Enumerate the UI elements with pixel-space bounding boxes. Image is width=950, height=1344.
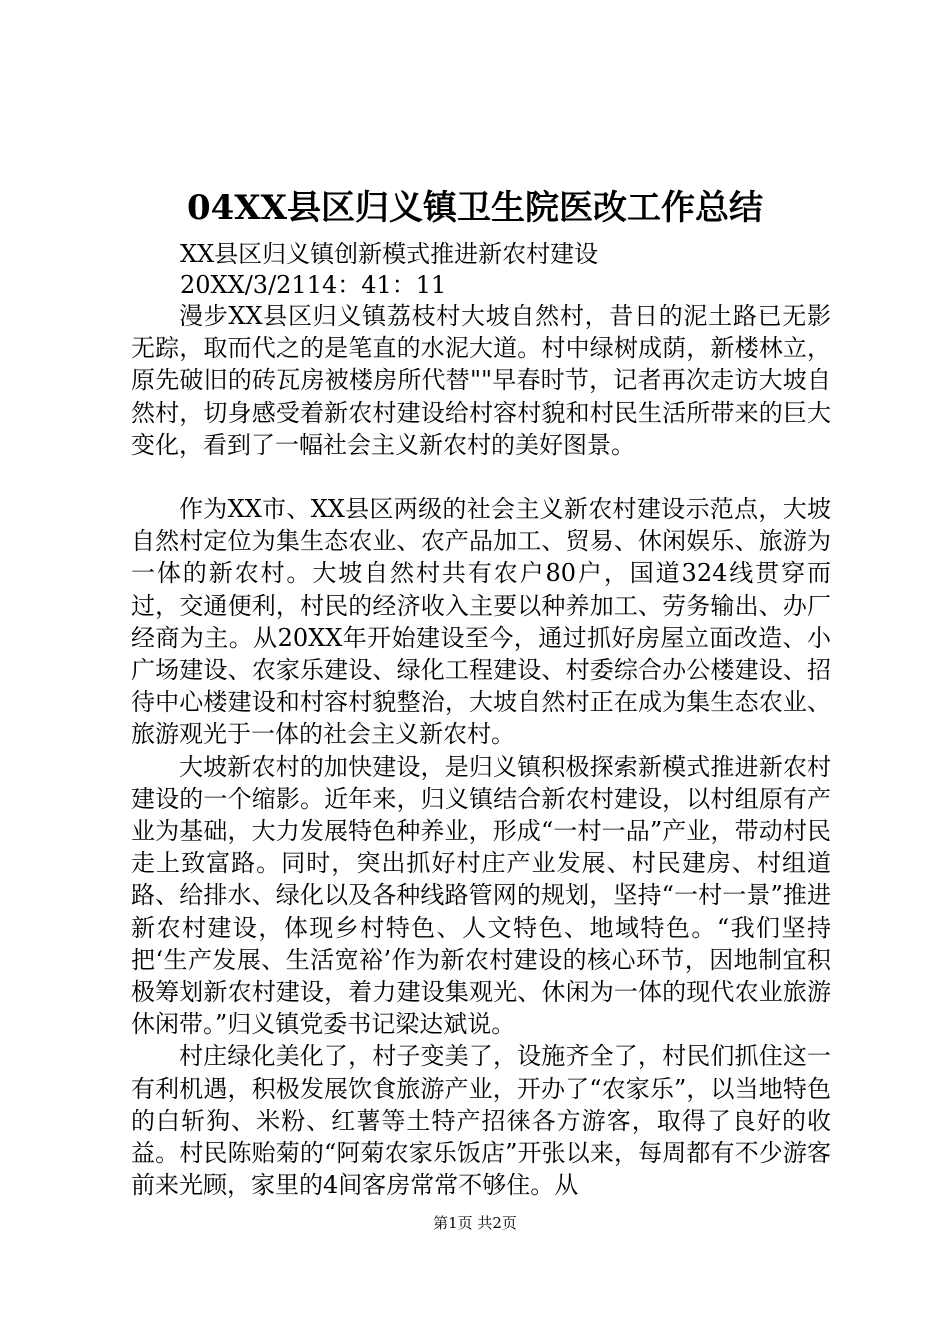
paragraph: 村庄绿化美化了，村子变美了，设施齐全了，村民们抓住这一有利机遇，积极发展饮食旅游产业，开办了“农家乐”，以当地特色的白斩狗、米粉、红薯等土特产招徕各方游客，取得了良好的收益。村民陈贻菊的“阿菊农家乐饭店”开张以来，每周都有不少游客前来光顾，家里的4间客房常常不够住。从 [131,1042,831,1200]
paragraph-spacer [131,461,831,493]
page-number-footer: 第1页 共2页 [433,1214,517,1232]
document-body [131,300,831,1201]
document-datetime: 20XX/3/2114：41：11 [180,271,447,299]
paragraph: 漫步XX县区归义镇荔枝村大坡自然村，昔日的泥土路已无影无踪，取而代之的是笔直的水泥大道。村中绿树成荫，新楼林立，原先破旧的砖瓦房被楼房所代替""早春时节，记者再次走访大坡自然村，切身感受着新农村建设给村容村貌和村民生活所带来的巨大变化，看到了一幅社会主义新农村的美好图景。 [131,302,831,459]
paragraph: 大坡新农村的加快建设，是归义镇积极探索新模式推进新农村建设的一个缩影。近年来，归义镇结合新农村建设，以村组原有产业为基础，大力发展特色种养业，形成“一村一品”产业，带动村民走上致富路。同时，突出抓好村庄产业发展、村民建房、村组道路、给排水、绿化以及各种线路管网的规划，坚持“一村一景”推进新农村建设，体现乡村特色、人文特色、地域特色。“我们坚持把‘生产发展、生活宽裕’作为新农村建设的核心环节，因地制宜积极筹划新农村建设，着力建设集观光、休闲为一体的现代农业旅游休闲带。”归义镇党委书记梁达斌说。 [131,752,831,1039]
document-title: 04XX县区归义镇卫生院医改工作总结 [186,188,764,228]
paragraph: 作为XX市、XX县区两级的社会主义新农村建设示范点，大坡自然村定位为集生态农业、农产品加工、贸易、休闲娱乐、旅游为一体的新农村。大坡自然村共有农户80户，国道324线贯穿而过，交通便利，村民的经济收入主要以种养加工、劳务输出、办厂经商为主。从20XX年开始建设至今，通过抓好房屋立面改造、小广场建设、农家乐建设、绿化工程建设、村委综合办公楼建设、招待中心楼建设和村容村貌整治，大坡自然村正在成为集生态农业、旅游观光于一体的社会主义新农村。 [131,495,831,749]
document-subtitle: XX县区归义镇创新模式推进新农村建设 [180,240,599,268]
